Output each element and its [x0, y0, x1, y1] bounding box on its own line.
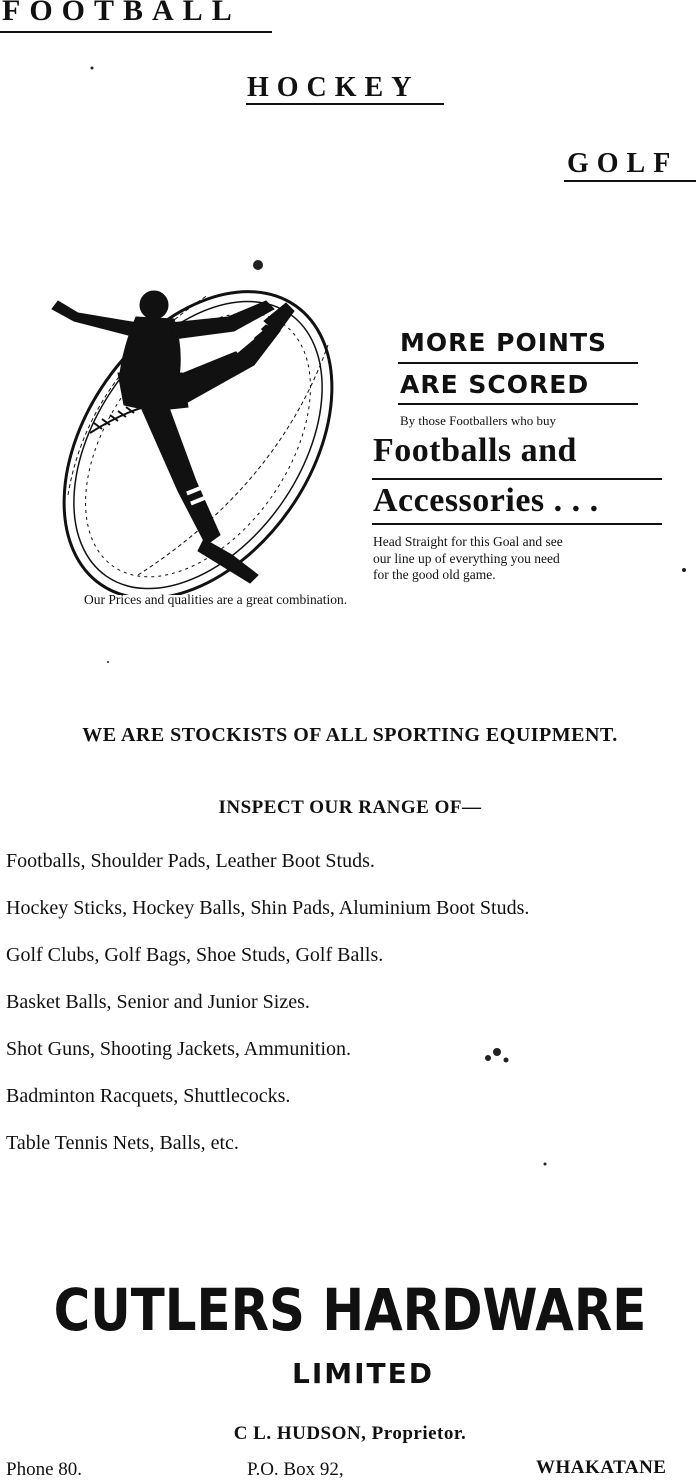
ad-rule — [372, 478, 662, 480]
ad-headline-are-scored: ARE SCORED — [400, 370, 590, 399]
underline-hockey — [246, 103, 444, 105]
underline-football — [0, 31, 272, 33]
footballer-icon — [52, 291, 294, 583]
footballer-illustration — [28, 255, 358, 595]
ad-body-line: for the good old game. — [373, 567, 496, 582]
underline-golf — [564, 180, 696, 182]
ad-rule — [398, 403, 638, 405]
rugby-ball-icon — [28, 255, 358, 595]
range-list — [6, 849, 529, 1178]
ad-subline: By those Footballers who buy — [400, 413, 556, 428]
list-item: Table Tennis Nets, Balls, etc. — [6, 1132, 239, 1154]
company-name: CUTLERS HARDWARE — [53, 1276, 647, 1344]
list-item: Golf Clubs, Golf Bags, Shoe Studs, Golf Balls. — [6, 944, 384, 966]
inspect-range-heading: INSPECT OUR RANGE OF— — [218, 797, 482, 818]
heading-football: FOOTBALL — [2, 0, 241, 27]
list-item: Shot Guns, Shooting Jackets, Ammunition. — [6, 1038, 352, 1060]
ad-headline-footballs-and: Footballs and — [373, 432, 577, 469]
heading-golf: GOLF — [567, 148, 679, 179]
list-item: Footballs, Shoulder Pads, Leather Boot Studs. — [6, 850, 375, 872]
list-item: Basket Balls, Senior and Junior Sizes. — [6, 991, 310, 1013]
po-box: P.O. Box 92, — [247, 1459, 344, 1480]
ad-rule — [372, 523, 662, 525]
heading-hockey: HOCKEY — [247, 72, 420, 103]
ad-body-line: our line up of everything you need — [373, 550, 560, 566]
ad-body-line: Head Straight for this Goal and see — [373, 534, 563, 549]
ad-body-text — [373, 534, 563, 584]
list-item: Hockey Sticks, Hockey Balls, Shin Pads, Aluminium Boot Studs. — [6, 897, 530, 919]
stockists-heading: WE ARE STOCKISTS OF ALL SPORTING EQUIPMENT. — [82, 724, 618, 746]
ad-prices-caption: Our Prices and qualities are a great combination. — [84, 592, 348, 607]
ad-rule — [398, 362, 638, 364]
town-name: WHAKATANE — [536, 1457, 667, 1478]
phone-number: Phone 80. — [6, 1459, 82, 1480]
ad-headline-more-points: MORE POINTS — [400, 328, 608, 357]
ad-headline-accessories: Accessories . . . — [373, 482, 599, 519]
company-suffix: LIMITED — [291, 1357, 434, 1390]
list-item: Badminton Racquets, Shuttlecocks. — [6, 1085, 291, 1107]
proprietor-line: C L. HUDSON, Proprietor. — [233, 1423, 467, 1444]
